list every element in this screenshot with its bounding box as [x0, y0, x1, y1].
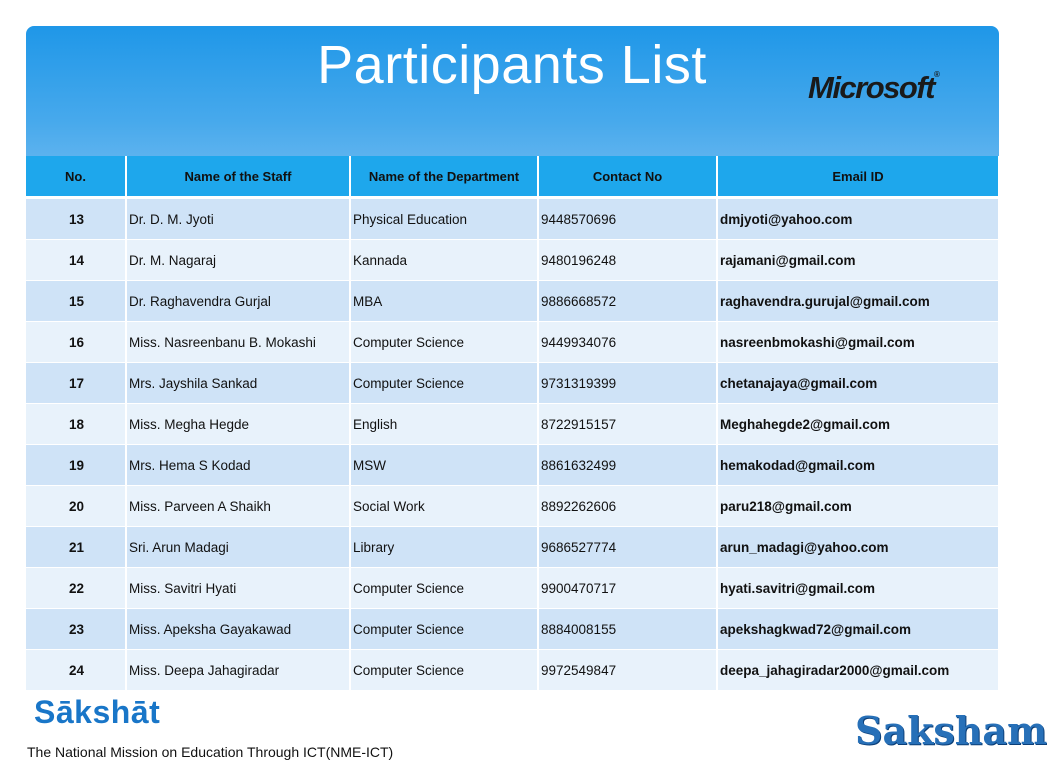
column-header-email: Email ID	[717, 156, 999, 198]
cell-department: Computer Science	[350, 363, 538, 404]
cell-no: 22	[26, 568, 126, 609]
cell-staff-name: Miss. Savitri Hyati	[126, 568, 350, 609]
cell-no: 13	[26, 198, 126, 240]
cell-contact: 9686527774	[538, 527, 717, 568]
cell-staff-name: Miss. Megha Hegde	[126, 404, 350, 445]
cell-staff-name: Miss. Nasreenbanu B. Mokashi	[126, 322, 350, 363]
cell-department: Computer Science	[350, 568, 538, 609]
column-header-name: Name of the Staff	[126, 156, 350, 198]
mission-text: The National Mission on Education Through ICT(NME-ICT)	[27, 744, 394, 760]
cell-contact: 9480196248	[538, 240, 717, 281]
cell-staff-name: Mrs. Jayshila Sankad	[126, 363, 350, 404]
cell-no: 15	[26, 281, 126, 322]
participants-table	[26, 156, 1000, 691]
table-row	[26, 568, 999, 609]
cell-contact: 9449934076	[538, 322, 717, 363]
cell-contact: 8861632499	[538, 445, 717, 486]
table-row	[26, 198, 999, 240]
table-row	[26, 363, 999, 404]
cell-department: Social Work	[350, 486, 538, 527]
cell-no: 24	[26, 650, 126, 691]
cell-staff-name: Dr. D. M. Jyoti	[126, 198, 350, 240]
cell-department: MSW	[350, 445, 538, 486]
cell-email: apekshagkwad72@gmail.com	[717, 609, 999, 650]
cell-email: dmjyoti@yahoo.com	[717, 198, 999, 240]
cell-staff-name: Miss. Deepa Jahagiradar	[126, 650, 350, 691]
cell-department: Library	[350, 527, 538, 568]
cell-no: 19	[26, 445, 126, 486]
column-header-department: Name of the Department	[350, 156, 538, 198]
cell-contact: 8892262606	[538, 486, 717, 527]
cell-email: hyati.savitri@gmail.com	[717, 568, 999, 609]
cell-email: rajamani@gmail.com	[717, 240, 999, 281]
sakshat-logo: Sākshāt	[34, 694, 161, 730]
table-row	[26, 445, 999, 486]
registered-mark: ®	[934, 70, 940, 79]
cell-staff-name: Dr. M. Nagaraj	[126, 240, 350, 281]
cell-department: Computer Science	[350, 650, 538, 691]
cell-staff-name: Miss. Parveen A Shaikh	[126, 486, 350, 527]
cell-contact: 9972549847	[538, 650, 717, 691]
cell-email: nasreenbmokashi@gmail.com	[717, 322, 999, 363]
cell-no: 14	[26, 240, 126, 281]
table-body	[26, 198, 999, 691]
cell-no: 20	[26, 486, 126, 527]
cell-department: Kannada	[350, 240, 538, 281]
cell-email: arun_madagi@yahoo.com	[717, 527, 999, 568]
table-row	[26, 281, 999, 322]
cell-contact: 8722915157	[538, 404, 717, 445]
cell-email: hemakodad@gmail.com	[717, 445, 999, 486]
cell-contact: 8884008155	[538, 609, 717, 650]
table-row	[26, 650, 999, 691]
cell-email: deepa_jahagiradar2000@gmail.com	[717, 650, 999, 691]
cell-department: Computer Science	[350, 322, 538, 363]
saksham-logo: Saksham	[855, 708, 1047, 753]
cell-department: MBA	[350, 281, 538, 322]
cell-department: Physical Education	[350, 198, 538, 240]
cell-no: 17	[26, 363, 126, 404]
column-header-no: No.	[26, 156, 126, 198]
cell-department: Computer Science	[350, 609, 538, 650]
table-row	[26, 527, 999, 568]
cell-staff-name: Sri. Arun Madagi	[126, 527, 350, 568]
table-row	[26, 240, 999, 281]
cell-contact: 9900470717	[538, 568, 717, 609]
cell-contact: 9886668572	[538, 281, 717, 322]
table-row	[26, 322, 999, 363]
column-header-contact: Contact No	[538, 156, 717, 198]
cell-no: 18	[26, 404, 126, 445]
cell-staff-name: Dr. Raghavendra Gurjal	[126, 281, 350, 322]
cell-email: raghavendra.gurujal@gmail.com	[717, 281, 999, 322]
cell-department: English	[350, 404, 538, 445]
table-row	[26, 404, 999, 445]
cell-contact: 9731319399	[538, 363, 717, 404]
cell-email: chetanajaya@gmail.com	[717, 363, 999, 404]
table-row	[26, 609, 999, 650]
cell-email: paru218@gmail.com	[717, 486, 999, 527]
cell-contact: 9448570696	[538, 198, 717, 240]
cell-no: 21	[26, 527, 126, 568]
cell-email: Meghahegde2@gmail.com	[717, 404, 999, 445]
table-row	[26, 486, 999, 527]
microsoft-logo-text: Microsoft	[808, 70, 934, 105]
cell-staff-name: Miss. Apeksha Gayakawad	[126, 609, 350, 650]
page-title: Participants List	[317, 35, 707, 95]
cell-no: 23	[26, 609, 126, 650]
microsoft-logo	[808, 70, 940, 106]
cell-staff-name: Mrs. Hema S Kodad	[126, 445, 350, 486]
cell-no: 16	[26, 322, 126, 363]
table-header-row	[26, 156, 999, 198]
